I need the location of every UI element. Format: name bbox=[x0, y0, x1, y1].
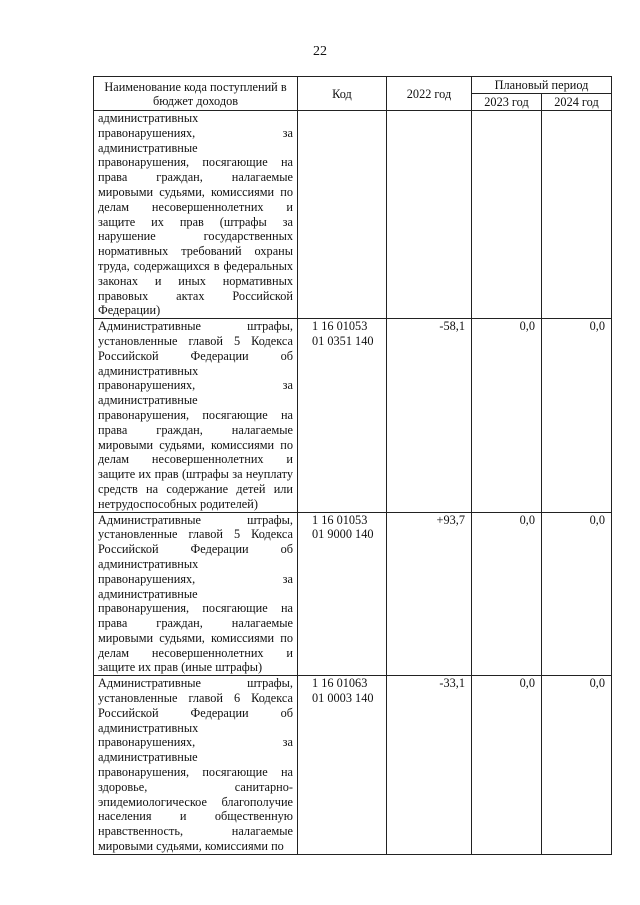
header-year-2022: 2022 год bbox=[387, 77, 472, 111]
revenue-name-line: административных bbox=[98, 363, 199, 378]
revenue-name-line: Российской Федерации об bbox=[98, 542, 293, 557]
table-body bbox=[94, 111, 612, 855]
revenue-name-line: Российской Федерации об bbox=[98, 348, 293, 363]
header-name: Наименование кода поступлений в бюджет доходов bbox=[94, 77, 298, 111]
budget-code-line: 1 16 01053 bbox=[312, 319, 368, 334]
budget-code-line: 1 16 01053 bbox=[312, 512, 368, 527]
revenue-name-line: административные bbox=[98, 393, 198, 408]
revenue-name-line: установленные главой 6 Кодекса bbox=[98, 691, 293, 706]
revenue-name-line: труда, содержащихся в федеральных bbox=[98, 258, 293, 273]
value-2022-cell: +93,7 bbox=[387, 512, 472, 676]
revenue-name-line: делам несовершеннолетних и bbox=[98, 452, 293, 467]
revenue-name-line: эпидемиологическое благополучие bbox=[98, 794, 293, 809]
revenue-name-line: населения и общественную bbox=[98, 809, 293, 824]
revenue-name-line: правонарушения, посягающие на bbox=[98, 155, 293, 170]
revenue-name-line: защите их прав (иные штрафы) bbox=[98, 660, 263, 675]
revenue-name-line: мировыми судьями, комиссиями по bbox=[98, 184, 293, 199]
value-2024-cell bbox=[542, 111, 612, 319]
revenue-name-line: делам несовершеннолетних и bbox=[98, 645, 293, 660]
value-2023-cell: 0,0 bbox=[472, 512, 542, 676]
revenue-name-line: правонарушения, посягающие на bbox=[98, 765, 293, 780]
revenue-name-line: Административные штрафы, bbox=[98, 319, 293, 334]
revenue-name-line: защите их прав (штрафы за неуплату bbox=[98, 467, 293, 482]
value-2024-cell: 0,0 bbox=[542, 676, 612, 855]
revenue-name-line: правонарушения, посягающие на bbox=[98, 601, 293, 616]
revenue-name-line: правовых актах Российской bbox=[98, 288, 293, 303]
revenue-name-line: здоровье, санитарно- bbox=[98, 779, 293, 794]
revenue-name-line: законах и иных нормативных bbox=[98, 273, 293, 288]
revenue-name-line: административных bbox=[98, 720, 199, 735]
header-year-2024: 2024 год bbox=[542, 94, 612, 111]
revenue-name-line: защите их прав (штрафы за bbox=[98, 214, 293, 229]
revenue-name-line: Российской Федерации об bbox=[98, 705, 293, 720]
table-row bbox=[94, 512, 612, 676]
value-2023-cell: 0,0 bbox=[472, 676, 542, 855]
revenue-name-line: правонарушения, посягающие на bbox=[98, 407, 293, 422]
revenue-name-line: мировыми судьями, комиссиями по bbox=[98, 630, 293, 645]
header-planning-period: Плановый период bbox=[472, 77, 612, 94]
revenue-name-line: административные bbox=[98, 750, 198, 765]
revenue-name-line: нравственность, налагаемые bbox=[98, 824, 293, 839]
revenue-name-line: административные bbox=[98, 140, 198, 155]
revenue-name-line: административные bbox=[98, 586, 198, 601]
revenue-name-cell bbox=[94, 111, 298, 319]
revenue-name-cell bbox=[94, 676, 298, 855]
value-2022-cell: -33,1 bbox=[387, 676, 472, 855]
revenue-name-line: нормативных требований охраны bbox=[98, 244, 293, 259]
budget-code-line: 01 9000 140 bbox=[312, 527, 374, 542]
revenue-name-line: административных bbox=[98, 556, 199, 571]
revenue-name-line: права граждан, налагаемые bbox=[98, 422, 293, 437]
revenue-name-line: Административные штрафы, bbox=[98, 676, 293, 691]
page-number: 22 bbox=[313, 44, 327, 59]
revenue-table bbox=[93, 76, 612, 855]
revenue-name-line: Федерации) bbox=[98, 303, 161, 318]
table-row bbox=[94, 319, 612, 512]
budget-code-cell bbox=[298, 512, 387, 676]
value-2024-cell: 0,0 bbox=[542, 512, 612, 676]
revenue-name-line: права граждан, налагаемые bbox=[98, 170, 293, 185]
revenue-name-line: права граждан, налагаемые bbox=[98, 616, 293, 631]
revenue-name-line: мировыми судьями, комиссиями по bbox=[98, 437, 293, 452]
revenue-name-line: установленные главой 5 Кодекса bbox=[98, 333, 293, 348]
budget-code-cell bbox=[298, 676, 387, 855]
budget-code-cell bbox=[298, 319, 387, 512]
revenue-name-line: средств на содержание детей или bbox=[98, 481, 293, 496]
revenue-name-line: правонарушениях, за bbox=[98, 735, 293, 750]
revenue-name-line: административных bbox=[98, 111, 199, 125]
budget-code-cell bbox=[298, 111, 387, 319]
revenue-name-line: правонарушениях, за bbox=[98, 125, 293, 140]
value-2022-cell bbox=[387, 111, 472, 319]
value-2023-cell bbox=[472, 111, 542, 319]
revenue-name-line: делам несовершеннолетних и bbox=[98, 199, 293, 214]
revenue-name-line: мировыми судьями, комиссиями по bbox=[98, 839, 284, 854]
value-2024-cell: 0,0 bbox=[542, 319, 612, 512]
budget-code-line: 01 0003 140 bbox=[312, 691, 374, 706]
revenue-name-line: нетрудоспособных родителей) bbox=[98, 496, 258, 511]
header-year-2023: 2023 год bbox=[472, 94, 542, 111]
value-2022-cell: -58,1 bbox=[387, 319, 472, 512]
revenue-name-line: правонарушениях, за bbox=[98, 378, 293, 393]
revenue-name-line: нарушение государственных bbox=[98, 229, 293, 244]
value-2023-cell: 0,0 bbox=[472, 319, 542, 512]
table-row bbox=[94, 676, 612, 855]
budget-code-line: 01 0351 140 bbox=[312, 333, 374, 348]
budget-code-line: 1 16 01063 bbox=[312, 676, 368, 691]
header-code: Код bbox=[298, 77, 387, 111]
revenue-name-cell bbox=[94, 512, 298, 676]
revenue-name-line: правонарушениях, за bbox=[98, 571, 293, 586]
revenue-name-cell bbox=[94, 319, 298, 512]
revenue-name-line: установленные главой 5 Кодекса bbox=[98, 527, 293, 542]
revenue-name-line: Административные штрафы, bbox=[98, 512, 293, 527]
table-row bbox=[94, 111, 612, 319]
